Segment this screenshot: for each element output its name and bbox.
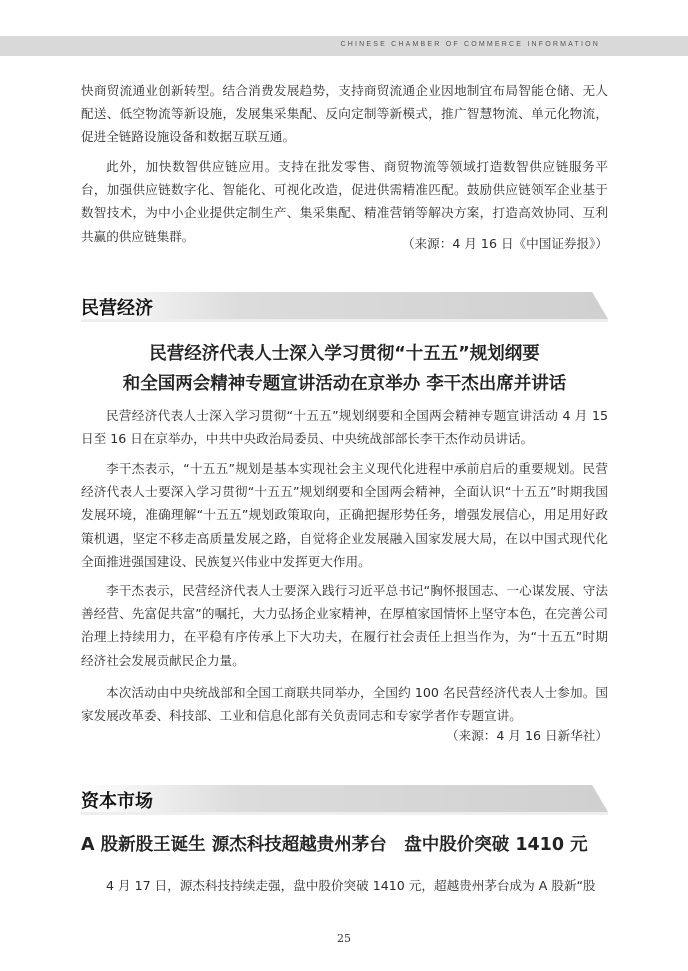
section-title: 资本市场 [81, 791, 153, 812]
article-headline-line-2: 和全国两会精神专题宣讲活动在京举办 李干杰出席并讲话 [122, 374, 567, 394]
section2-paragraph-1: 民营经济代表人士深入学习贯彻“十五五”规划纲要和全国两会精神专题宣讲活动 4 月 15 日至 16 日在京举办，中共中央政治局委员、中央统战部部长李干杰作动员讲话。 [81, 408, 608, 447]
section2-paragraph-2: 李干杰表示，“十五五”规划是基本实现社会主义现代化进程中承前启后的重要规划。民营经济代表人士要深入学习贯彻“十五五”规划纲要和全国两会精神，全面认识“十五五”时期我国发展环境，准确理解“十五五”规划政策取向，正确把握形势任务，增强发展信心，用足用好政策机遇，坚定不移走高质量发展之路，自觉将企业发展融入国家发展大局，在以中国式现代化全面推进强国建设、民族复兴伟业中发挥更大作用。 [81, 461, 608, 569]
article-headline: A 股新股王诞生 源杰科技超越贵州茅台 盘中股价突破 1410 元 [81, 835, 588, 855]
section1-source: （来源：4 月 16 日《中国证券报》） [401, 236, 608, 251]
section-title: 民营经济 [81, 298, 153, 319]
section3-paragraph-1: 4 月 17 日，源杰科技持续走强，盘中股价突破 1410 元，超越贵州茅台成为 A 股新“股 [106, 878, 596, 893]
section1-paragraph-2: 此外，加快数智供应链应用。支持在批发零售、商贸物流等领域打造数智供应链服务平台，加强供应链数字化、智能化、可视化改造，促进供需精准匹配。鼓励供应链领军企业基于数智技术，为中小企业提供定制生产、集采集配、精准营销等解决方案，打造高效协同、互利共赢的供应链集群。 [81, 159, 608, 244]
section2-paragraph-3: 李干杰表示，民营经济代表人士要深入践行习近平总书记“胸怀报国志、一心谋发展、守法善经营、先富促共富”的嘱托，大力弘扬企业家精神，在厚植家国情怀上坚守本色，在完善公司治理上持续用力，在平稳有序传承上下大功夫，在履行社会责任上担当作为，为“十五五”时期经济社会发展贡献民企力量。 [81, 583, 608, 668]
header-band-text: CHINESE CHAMBER OF COMMERCE INFORMATION [340, 41, 600, 48]
section1-paragraph-1: 快商贸流通业创新转型。结合消费发展趋势，支持商贸流通企业因地制宜布局智能仓储、无人配送、低空物流等新设施，发展集采集配、反向定制等新模式，推广智慧物流、单元化物流，促进全链路设施设备和数据互联互通。 [81, 83, 608, 145]
section-header-background [81, 785, 608, 812]
section-header-capital-market [81, 785, 608, 812]
article-headline-line-1: 民营经济代表人士深入学习贯彻“十五五”规划纲要 [149, 344, 540, 364]
page-number: 25 [337, 932, 351, 945]
section2-paragraph-4: 本次活动由中央统战部和全国工商联共同举办，全国约 100 名民营经济代表人士参加。国家发展改革委、科技部、工业和信息化部有关负责同志和专家学者作专题宣讲。 [81, 685, 608, 724]
section-header-background [81, 292, 608, 319]
section-header-shadow [81, 812, 608, 815]
section-header-shadow [81, 319, 608, 322]
section-header-private-economy [81, 292, 608, 319]
section2-source: （来源：4 月 16 日新华社） [446, 728, 608, 743]
